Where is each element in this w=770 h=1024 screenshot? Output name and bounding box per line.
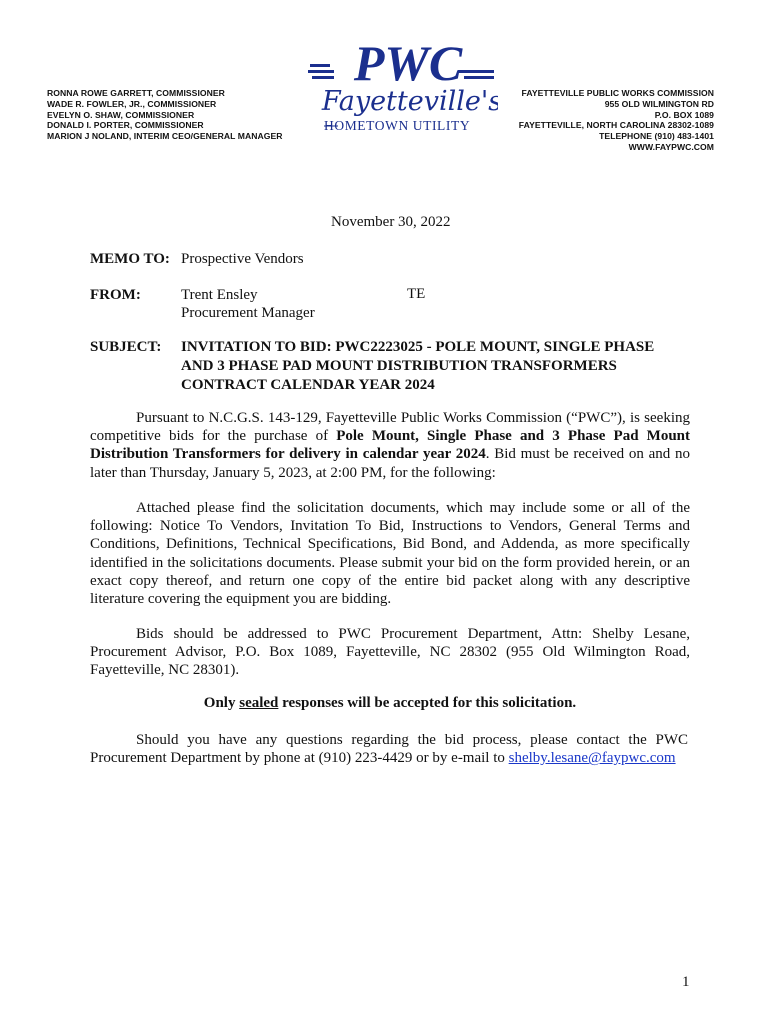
- paragraph-text: Bids should be addressed to PWC Procurement Department, Attn: Shelby Lesane, Procurement Advisor, P.O. Box 1089, Fayetteville, NC 28302 (955 Old Wilmington Road, Fayetteville, NC 28301).: [90, 626, 690, 679]
- pwc-logo: [308, 40, 498, 138]
- commissioner-line: MARION J NOLAND, INTERIM CEO/GENERAL MANAGER: [47, 131, 283, 142]
- memo-from-label: FROM:: [90, 287, 141, 303]
- subject-line: AND 3 PHASE PAD MOUNT DISTRIBUTION TRANSFORMERS: [181, 358, 617, 374]
- sender-initials: TE: [407, 286, 426, 302]
- logo-tagline: HOMETOWN UTILITY: [324, 118, 471, 133]
- page-number: 1: [682, 974, 690, 990]
- sealed-underlined: sealed: [239, 695, 279, 711]
- subject-line: INVITATION TO BID: PWC2223025 - POLE MOUNT, SINGLE PHASE: [181, 339, 655, 355]
- commissioner-line: WADE R. FOWLER, JR., COMMISSIONER: [47, 98, 217, 109]
- memo-from-name: Trent Ensley: [181, 287, 258, 303]
- commission-address: [519, 88, 714, 153]
- paragraph-bid-intro: [90, 409, 690, 482]
- memo-from-title: Procurement Manager: [181, 305, 315, 321]
- subject-line: CONTRACT CALENDAR YEAR 2024: [181, 377, 435, 393]
- address-line: P.O. BOX 1089: [654, 109, 714, 120]
- sealed-text: responses will be accepted for this solicitation.: [278, 695, 577, 711]
- paragraph-text: Should you have any questions regarding the bid process, please contact the PWC Procurement Department by phone at (910) 223-4429 or by e-mail to: [90, 732, 688, 767]
- memo-date: November 30, 2022: [331, 214, 451, 230]
- memo-to-label: MEMO TO:: [90, 251, 170, 267]
- email-link[interactable]: shelby.lesane@faypwc.com: [508, 750, 676, 767]
- paragraph-text: Pursuant to N.C.G.S. 143-129, Fayetteville Public Works Commission (“PWC”), is seeking competitive bids for the purchase of: [90, 410, 690, 445]
- logo-script: Fayetteville's: [321, 86, 498, 117]
- memo-to-value: Prospective Vendors: [181, 251, 304, 267]
- address-line: WWW.FAYPWC.COM: [628, 141, 714, 152]
- address-line: TELEPHONE (910) 483-1401: [599, 131, 714, 142]
- paragraph-text: . Bid must be received on and no later than Thursday, January 5, 2023, at 2:00 PM, for the following:: [90, 446, 690, 481]
- logo-wordmark: PWC: [353, 40, 463, 91]
- commissioner-line: DONALD I. PORTER, COMMISSIONER: [47, 120, 204, 131]
- paragraph-text: Attached please find the solicitation documents, which may include some or all of the following: Notice To Vendors, Invitation To Bid, Instructions to Vendors, General Terms and Conditions, Definitions, Technical Specifications, Bid Bond, and Addenda, as more specifically identified in the solicitations documents. Please submit your bid on the form provided herein, or an exact copy thereof, and return one copy of the entire bid packet along with any descriptive literature covering the equipment you are bidding.: [90, 500, 690, 608]
- paragraph-bold-text: Pole Mount, Single Phase and 3 Phase Pad Mount Distribution Transformers for delivery in calendar year 2024: [90, 428, 691, 463]
- address-line: FAYETTEVILLE PUBLIC WORKS COMMISSION: [521, 88, 714, 98]
- memo-subject-label: SUBJECT:: [90, 339, 162, 355]
- paragraph-solicitation-documents: [90, 499, 690, 608]
- paragraph-contact: [90, 731, 688, 767]
- sealed-notice: [90, 695, 690, 712]
- memo-subject: [181, 338, 681, 395]
- paragraph-bid-address: [90, 625, 690, 680]
- commissioner-line: RONNA ROWE GARRETT, COMMISSIONER: [47, 88, 225, 98]
- commissioner-line: EVELYN O. SHAW, COMMISSIONER: [47, 109, 195, 120]
- sealed-text: Only: [203, 695, 240, 711]
- address-line: FAYETTEVILLE, NORTH CAROLINA 28302-1089: [518, 120, 714, 131]
- commissioner-list: [47, 88, 283, 142]
- address-line: 955 OLD WILMINGTON RD: [604, 98, 714, 109]
